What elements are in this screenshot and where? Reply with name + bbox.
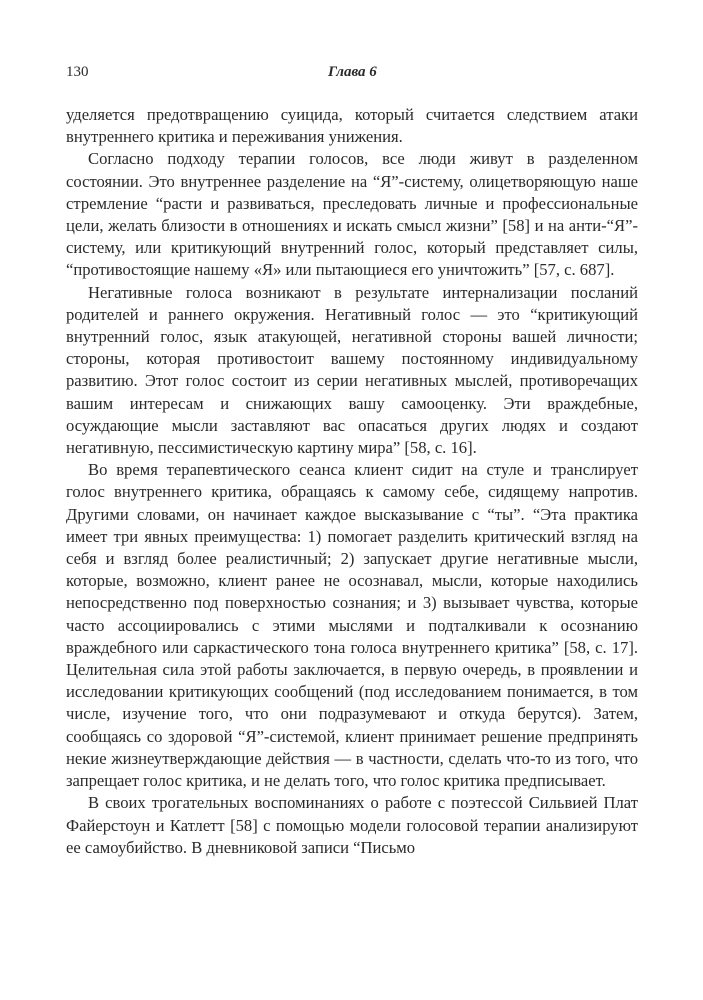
paragraph-negative-voices: Негативные голоса возникают в результате интернализации посланий родителей и раннего окружения. Негативный голос — это “критикующий внутренний голос, язык атакующей, негативной стороны вашей личности; стороны, которая противостоит вашему постоянному индивидуальному развитию. Этот голос состоит из серии негативных мыслей, противоречащих вашим интересам и снижающих вашу самооценку. Эти враждебные, осуждающие мысли заставляют вас опасаться других людях и создают негативную, пессимистическую картину мира” [58, с. 16]. bbox=[66, 282, 638, 458]
paragraph-continuation: уделяется предотвращению суицида, который считается следствием атаки внутреннего критика и переживания унижения. bbox=[66, 105, 638, 147]
paragraph-therapy-session: Во время терапевтического сеанса клиент сидит на стуле и транслирует голос внутреннего критика, обращаясь к самому себе, сидящему напротив. Другими словами, он начинает каждое высказывание с “ты”. “Эта практика имеет три явных преимущества: 1) помогает разделить критический взгляд на себя и взгляд более реалистичный; 2) запускает другие негативные мысли, которые, возможно, клиент ранее не осознавал, мысли, которые находились непосредственно под поверхностью сознания; и 3) вызывает чувства, которые часто ассоциировались с этими мыслями и подталкивали к осознанию враждебного или саркастического тона голоса внутреннего критика” [58, с. 17]. Целительная сила этой работы заключается, в первую очередь, в проявлении и исследовании критикующих сообщений (под исследованием понимается, в том числе, изучение того, что они подразумевают и откуда берутся). Затем, сообщаясь со здоровой “Я”-системой, клиент принимает решение предпринять некие жизнеутверждающие действия — в частности, сделать что-то из того, что запрещает голос критика, и не делать того, что голос критика предписывает. bbox=[66, 460, 638, 791]
body-text bbox=[66, 104, 638, 859]
page-number: 130 bbox=[66, 64, 89, 80]
running-head: Глава 6 bbox=[328, 64, 377, 80]
paragraph-voice-therapy-approach: Согласно подходу терапии голосов, все люди живут в разделенном состоянии. Это внутреннее разделение на “Я”-систему, олицетворяющую наше стремление “расти и развиваться, преследовать личные и профессиональные цели, желать близости в отношениях и искать смысл жизни” [58] и на анти-“Я”-систему, или критикующий внутренний голос, который представляет силы, “противостоящие нашему «Я» или пытающиеся его уничтожить” [57, с. 687]. bbox=[66, 149, 638, 280]
paragraph-sylvia-plath: В своих трогательных воспоминаниях о работе с поэтессой Сильвией Плат Файерстоун и Катлетт [58] с помощью модели голосовой терапии анализируют ее самоубийство. В дневниковой записи “Письмо bbox=[66, 793, 638, 857]
page-header bbox=[66, 64, 638, 84]
